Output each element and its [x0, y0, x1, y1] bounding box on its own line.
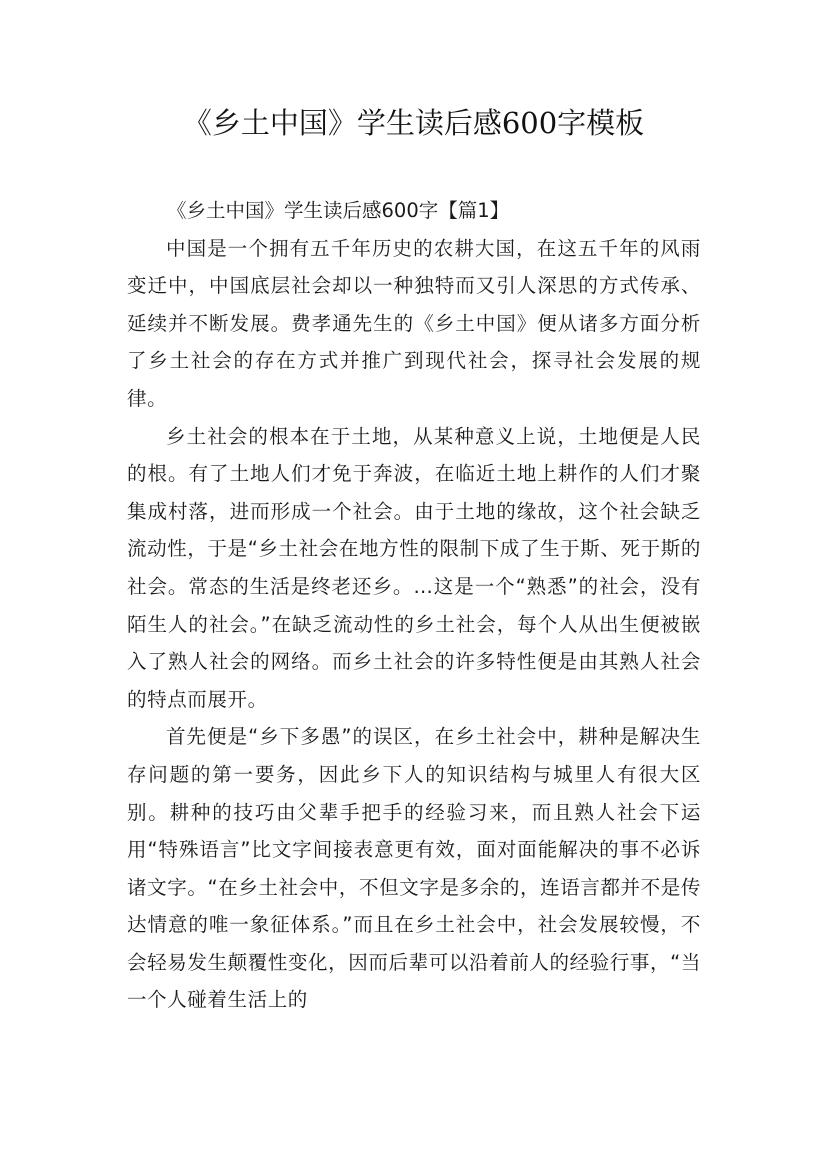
section-heading: 《乡土中国》学生读后感600字【篇1】	[167, 199, 510, 222]
document-title: 《乡土中国》学生读后感600字模板	[182, 106, 645, 140]
document-body	[127, 192, 701, 1019]
paragraph-1: 中国是一个拥有五千年历史的农耕大国，在这五千年的风雨变迁中，中国底层社会却以一种独特而又引人深思的方式传承、延续并不断发展。费孝通先生的《乡土中国》便从诸多方面分析了乡土社会的存在方式并推广到现代社会，探寻社会发展的规律。	[127, 236, 701, 410]
paragraph-2: 乡土社会的根本在于土地，从某种意义上说，土地便是人民的根。有了土地人们才免于奔波，在临近土地上耕作的人们才聚集成村落，进而形成一个社会。由于土地的缘故，这个社会缺乏流动性，于是“乡土社会在地方性的限制下成了生于斯、死于斯的社会。常态的生活是终老还乡。…这是一个“熟悉”的社会，没有陌生人的社会。”在缺乏流动性的乡土社会，每个人从出生便被嵌入了熟人社会的网络。而乡土社会的许多特性便是由其熟人社会的特点而展开。	[127, 424, 701, 711]
paragraph-3: 首先便是“乡下多愚”的误区，在乡土社会中，耕种是解决生存问题的第一要务，因此乡下人的知识结构与城里人有很大区别。耕种的技巧由父辈手把手的经验习来，而且熟人社会下运用“特殊语言”比文字间接表意更有效，面对面能解决的事不必诉诸文字。“在乡土社会中，不但文字是多余的，连语言都并不是传达情意的唯一象征体系。”而且在乡土社会中，社会发展较慢，不会轻易发生颠覆性变化，因而后辈可以沿着前人的经验行事，“当一个人碰着生活上的	[127, 725, 701, 1012]
